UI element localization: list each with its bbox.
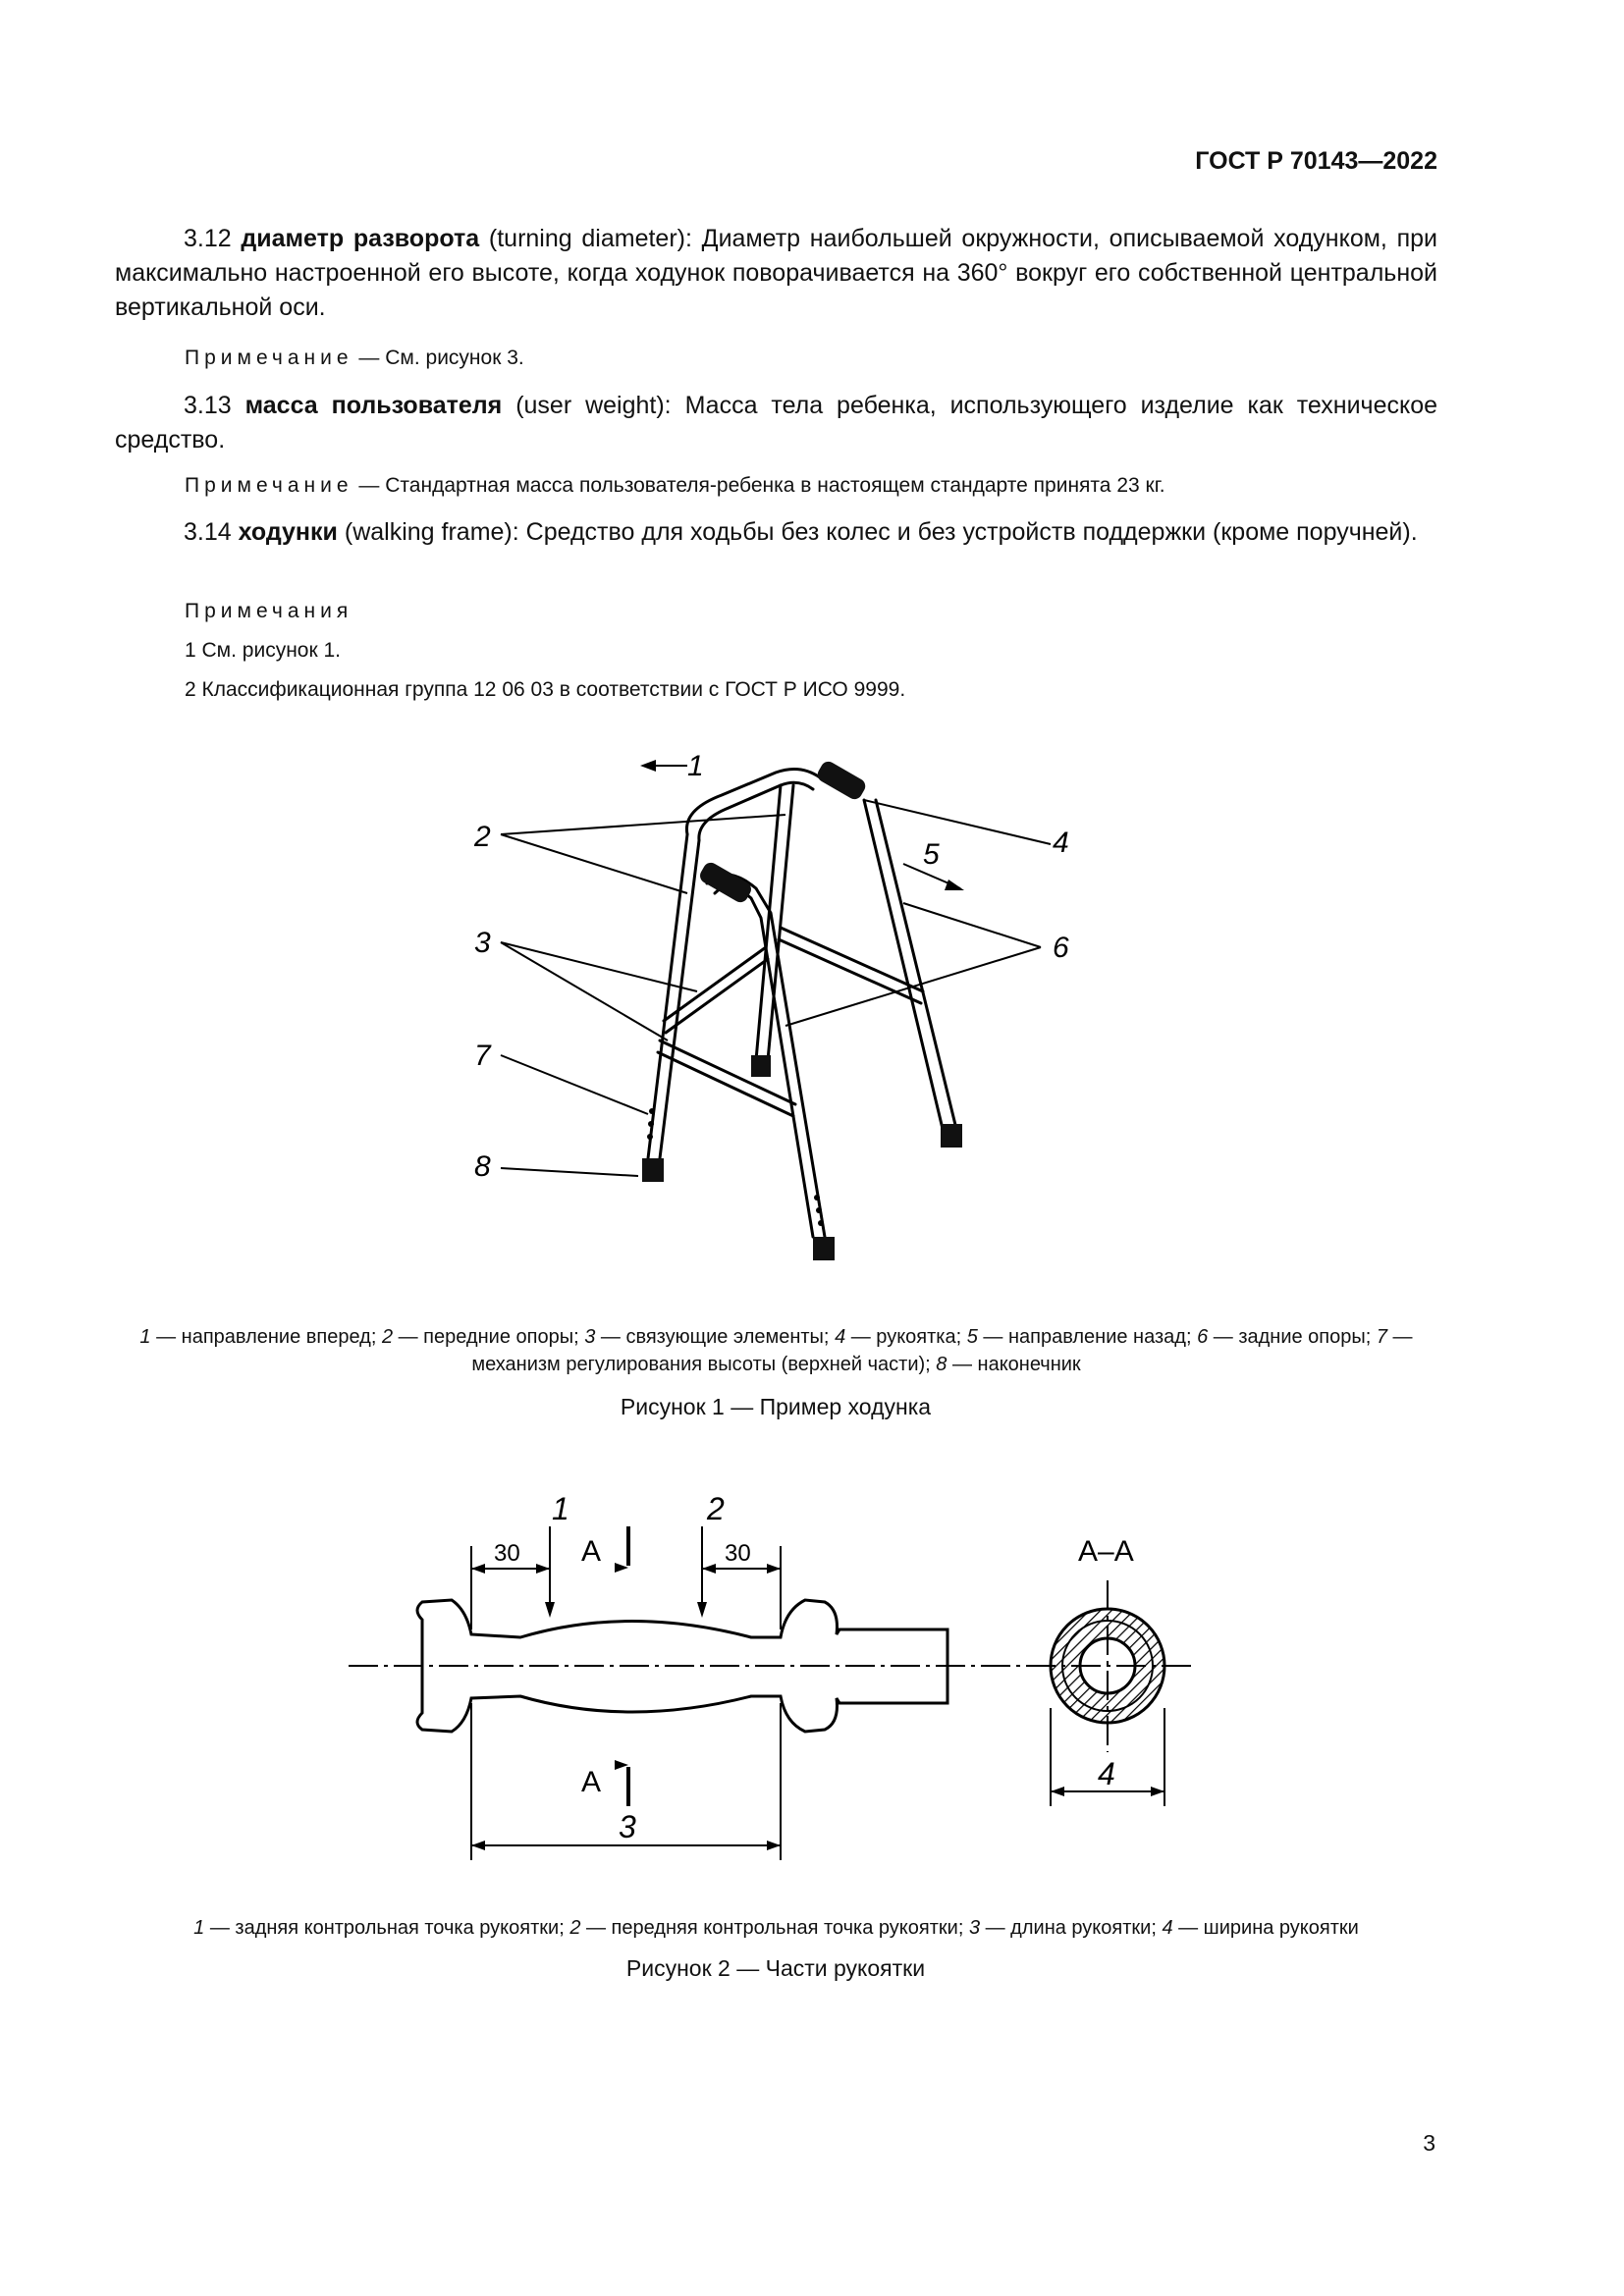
term-definition: Диаметр наибольшей окружности, описываемой ходунком, при максимально настроенной его высоте, когда ходунок поворачивается на 360° вокруг его собственной центральной вертикальной оси.: [115, 225, 1437, 321]
fig2-label-4: 4: [1098, 1756, 1115, 1791]
term-number: 3.13: [184, 392, 232, 419]
fig1-label-7: 7: [474, 1040, 491, 1072]
term-number: 3.12: [184, 225, 232, 252]
fig2-section-mark-top: А: [581, 1535, 602, 1568]
figure-2-handle-drawing: [334, 1472, 1218, 1885]
note-text: — Стандартная масса пользователя-ребенка в настоящем стандарте принята 23 кг.: [358, 474, 1165, 497]
fig2-label-1: 1: [552, 1491, 569, 1526]
fig1-label-1: 1: [687, 750, 704, 782]
fig1-label-8: 8: [474, 1150, 491, 1183]
figure-1-walker-drawing: [452, 736, 1100, 1306]
document-header: ГОСТ Р 70143—2022: [1195, 147, 1437, 175]
notes-3-14-label: [185, 597, 352, 626]
fig2-section-title: А–А: [1078, 1535, 1134, 1568]
term-english: (walking frame):: [344, 518, 519, 546]
fig2-label-3: 3: [619, 1809, 636, 1844]
fig2-dim-left: 30: [494, 1540, 520, 1567]
fig1-label-5: 5: [923, 838, 940, 871]
term-name: ходунки: [238, 518, 338, 546]
term-definition: Средство для ходьбы без колес и без устройств поддержки (кроме поручней).: [525, 518, 1418, 546]
note-text: — См. рисунок 3.: [358, 347, 524, 369]
fig1-label-3: 3: [474, 927, 491, 959]
term-number: 3.14: [184, 518, 232, 546]
figure-2-caption: Рисунок 2 — Части рукоятки: [625, 1955, 926, 1981]
term-english: (turning diameter):: [488, 225, 692, 252]
figure-2-legend: 1 — задняя контрольная точка рукоятки; 2 — передняя контрольная точка рукоятки; 3 — длина рукоятки; 4 — ширина рукоятки: [193, 1917, 1359, 1939]
note-3-12: [185, 344, 524, 373]
note-item-1: 1 См. рисунок 1.: [185, 639, 342, 662]
term-name: диаметр разворота: [241, 225, 480, 252]
term-definition: Масса тела ребенка, использующего изделие как техническое средство.: [115, 392, 1438, 454]
fig1-label-2: 2: [474, 821, 491, 853]
note-item-2: 2 Классификационная группа 12 06 03 в соответствии с ГОСТ Р ИСО 9999.: [185, 678, 906, 701]
note-label: Примечания: [185, 600, 353, 622]
fig1-label-4: 4: [1053, 827, 1069, 859]
fig1-label-6: 6: [1053, 932, 1069, 964]
term-3-14: [115, 515, 1437, 550]
note-label: Примечание: [185, 347, 353, 369]
term-english: (user weight):: [515, 392, 672, 419]
note-3-13: [185, 471, 1165, 501]
term-3-13: [115, 389, 1437, 457]
figure-1-caption: Рисунок 1 — Пример ходунка: [620, 1394, 932, 1419]
term-name: масса пользователя: [244, 392, 503, 419]
page-number: 3: [1423, 2130, 1435, 2156]
fig2-section-mark-bottom: А: [581, 1766, 602, 1798]
fig2-label-2: 2: [707, 1491, 725, 1526]
note-label: Примечание: [185, 474, 353, 497]
term-3-12: [115, 222, 1437, 325]
fig2-dim-right: 30: [725, 1540, 751, 1567]
figure-1-legend: 1 — направление вперед; 2 — передние опоры; 3 — связующие элементы; 4 — рукоятка; 5 — направление назад; 6 — задние опоры; 7 — механизм регулирования высоты (верхней части); 8 — наконечник: [139, 1326, 1413, 1375]
